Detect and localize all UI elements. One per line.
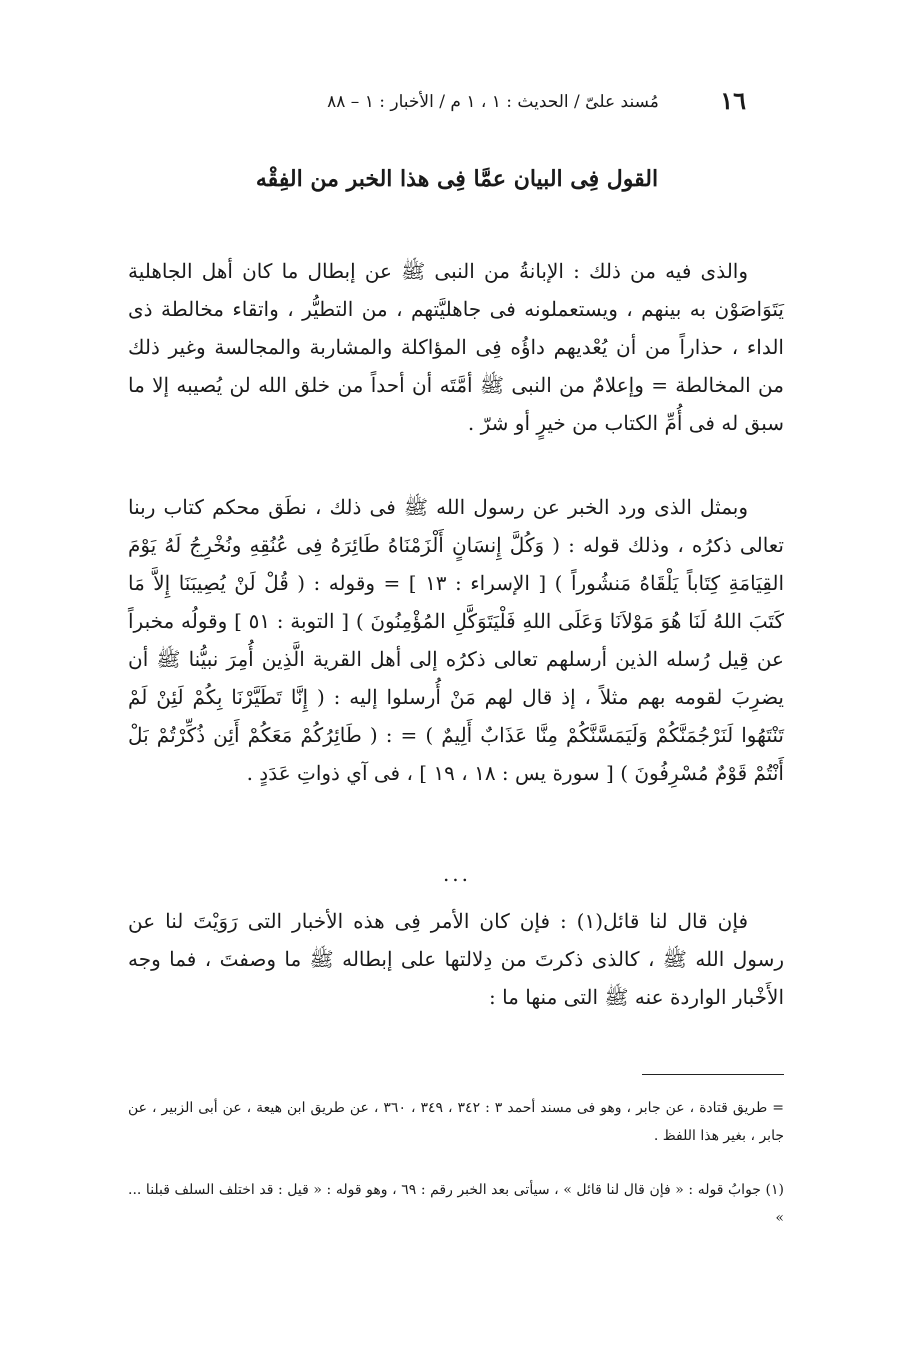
paragraph-3 xyxy=(128,902,784,1016)
paragraph-1-text: والذى فيه من ذلك : الإبانةُ من النبى ﷺ عن إبطال ما كان أهل الجاهلية يَتَوَاصَوْن به بينهم ، ويستعملونه فى جاهليَّتهم ، من التطيُّر ، واتقاء مخالطة ذى الداء ، حذاراً من أن يُعْديهم داؤُه فِى المؤاكلة والمشاربة والمجالسة وغير ذلك من المخالطة = وإعلامٌ من النبى ﷺ أمَّتَه أن أحداً من خلق الله لن يُصيبه إلا ما سبق له فى أُمِّ الكتاب من خيرٍ أو شرّ . xyxy=(128,259,784,435)
section-separator: ... xyxy=(442,862,472,886)
footnote-divider xyxy=(642,1074,784,1075)
paragraph-2 xyxy=(128,488,784,792)
paragraph-3-text: فإن قال لنا قائل(١) : فإن كان الأمر فِى هذه الأخبار التى رَوَيْتَ لنا عن رسول الله ﷺ ، كالذى ذكرتَ من دِلالتها على إبطاله ﷺ ما وصفتَ ، فما وجه الأَخْبار الواردة عنه ﷺ التى منها ما : xyxy=(128,909,784,1009)
footnote-1: (١) جوابُ قوله : « فإن قال لنا قائل » ، سيأتى بعد الخبر رقم : ٦٩ ، وهو قوله : « قيل : قد اختلف السلف قبلنا ... » xyxy=(128,1182,784,1226)
page-number: ١٦ xyxy=(720,86,746,115)
running-head: مُسند علىّ / الحديث : ١ ، ١ م / الأخبار : ١ – ٨٨ xyxy=(327,92,659,112)
paragraph-1 xyxy=(128,252,784,442)
footnote-continuation: = طريق قتادة ، عن جابر ، وهو فى مسند أحمد ٣ : ٣٤٢ ، ٣٤٩ ، ٣٦٠ ، عن طريق ابن هيعة ، عن أبى الزبير ، عن جابر ، بغير هذا اللفظ . xyxy=(128,1100,784,1144)
paragraph-2-text: وبمثل الذى ورد الخبر عن رسول الله ﷺ فى ذلك ، نطَق محكم كتاب ربنا تعالى ذكرُه ، وذلك قوله : ( وَكُلَّ إِنسَانٍ أَلْزَمْنَاهُ طَائِرَهُ فِى عُنُقِهِ ونُخْرِجُ لَهُ يَوْمَ القِيَامَةِ كِتَاباً يَلْقَاهُ مَنشُوراً ) [ الإسراء : ١٣ ] = وقوله : ( قُلْ لَنْ يُصِيبَنَا إِلاَّ مَا كَتَبَ اللهُ لَنَا هُوَ مَوْلاَنَا وَعَلَى اللهِ فَلْيَتَوَكَّلِ المُؤْمِنُونَ ) [ التوبة : ٥١ ] وقولُه مخبراً عن قِيل رُسله الذين أرسلهم تعالى ذكرُه إلى أهل القرية الَّذِين أُمِرَ نبيُّنا ﷺ أن يضرِبَ لقومه بهم مثلاً ، إذ قال لهم مَنْ أُرسلوا إليه : ( إِنَّا تَطَيَّرْنَا بِكُمْ لَئِنْ لَمْ تَنْتَهُوا لَنَرْجُمَنَّكُمْ وَلَيَمَسَّنَّكُمْ مِنَّا عَذَابٌ أَلِيمٌ ) = : ( طَائِرُكُمْ مَعَكُمْ أَئِن ذُكِّرْتُمْ بَلْ أَنْتُمْ قَوْمٌ مُسْرِفُونَ ) [ سورة يس : ١٨ ، ١٩ ] ، فى آي ذواتِ عَدَدٍ . xyxy=(128,495,785,785)
section-title: القول فِى البيان عمَّا فِى هذا الخبر من الفِقْه xyxy=(255,166,659,192)
